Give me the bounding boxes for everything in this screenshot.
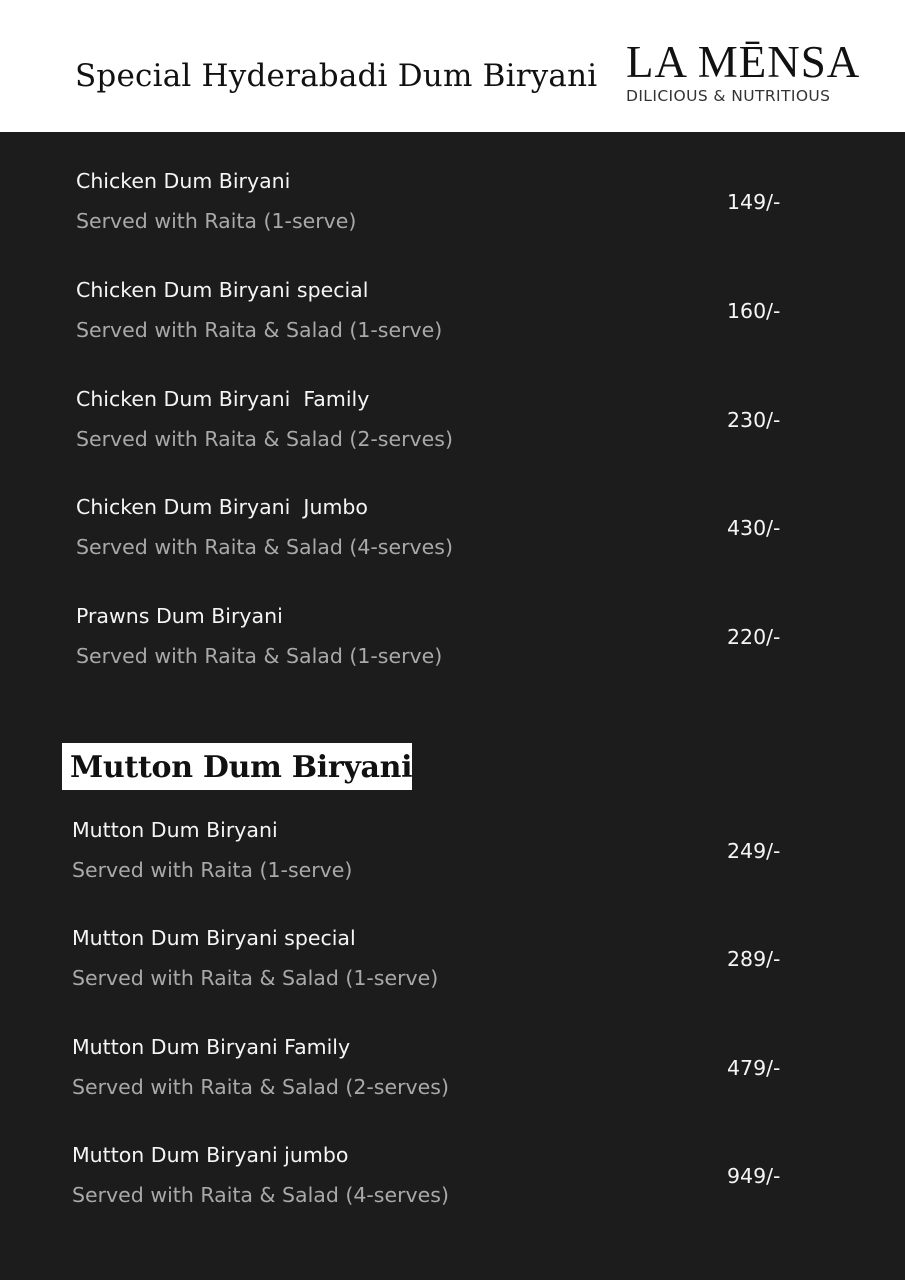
menu-item	[76, 386, 836, 466]
menu-item	[72, 925, 832, 1005]
brand-logo	[626, 38, 866, 105]
section-heading-mutton	[62, 743, 412, 790]
item-description: Served with Raita & Salad (4-serves)	[72, 1183, 449, 1207]
item-description: Served with Raita & Salad (4-serves)	[76, 535, 453, 559]
menu-item	[76, 168, 836, 248]
item-price: 230/-	[727, 408, 781, 432]
brand-name: LA MĒNSA	[626, 37, 861, 87]
item-price: 430/-	[727, 516, 781, 540]
section-heading-label: Mutton Dum Biryani	[70, 750, 413, 785]
item-description: Served with Raita & Salad (2-serves)	[72, 1075, 449, 1099]
item-name: Chicken Dum Biryani Family	[76, 387, 370, 411]
item-name: Mutton Dum Biryani special	[72, 926, 356, 950]
item-price: 289/-	[727, 947, 781, 971]
menu-item	[72, 1034, 832, 1114]
item-price: 160/-	[727, 299, 781, 323]
item-description: Served with Raita (1-serve)	[72, 858, 353, 882]
menu-item	[72, 817, 832, 897]
item-name: Chicken Dum Biryani Jumbo	[76, 495, 368, 519]
item-price: 479/-	[727, 1056, 781, 1080]
brand-tagline: DILICIOUS & NUTRITIOUS	[626, 87, 831, 105]
item-description: Served with Raita (1-serve)	[76, 209, 357, 233]
item-price: 249/-	[727, 839, 781, 863]
item-price: 220/-	[727, 625, 781, 649]
item-name: Mutton Dum Biryani jumbo	[72, 1143, 349, 1167]
item-name: Mutton Dum Biryani	[72, 818, 278, 842]
item-description: Served with Raita & Salad (1-serve)	[72, 966, 439, 990]
item-name: Mutton Dum Biryani Family	[72, 1035, 351, 1059]
item-price: 949/-	[727, 1164, 781, 1188]
page-title: Special Hyderabadi Dum Biryani	[75, 58, 598, 94]
menu-item	[76, 603, 836, 683]
item-description: Served with Raita & Salad (1-serve)	[76, 318, 443, 342]
menu-item	[76, 277, 836, 357]
item-price: 149/-	[727, 190, 781, 214]
menu-item	[72, 1142, 832, 1222]
item-name: Prawns Dum Biryani	[76, 604, 283, 628]
item-name: Chicken Dum Biryani special	[76, 278, 369, 302]
item-name: Chicken Dum Biryani	[76, 169, 291, 193]
menu-header	[0, 0, 905, 132]
item-description: Served with Raita & Salad (1-serve)	[76, 644, 443, 668]
item-description: Served with Raita & Salad (2-serves)	[76, 427, 453, 451]
menu-item	[76, 494, 836, 574]
